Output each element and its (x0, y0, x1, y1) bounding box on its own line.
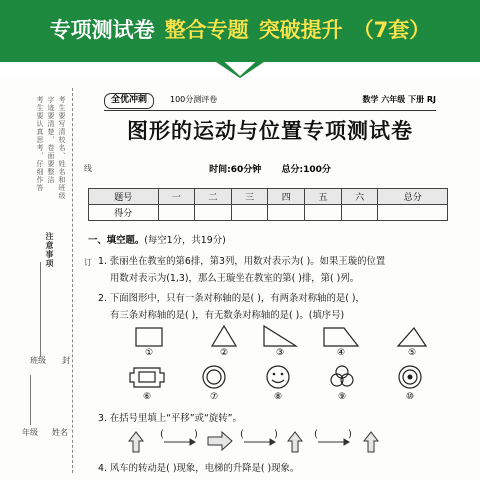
shape-hexagon-bar (130, 368, 164, 387)
shape-concentric-dot (408, 375, 413, 380)
answer-paren-open-1: ( (160, 429, 164, 440)
tips-line-1: 考生要写清校名、姓名和班级 (58, 96, 66, 200)
score-header-cell: 三 (231, 189, 268, 205)
shape-label: ⑩ (405, 392, 415, 402)
banner-part-2: 整合专题 (164, 18, 249, 42)
arrow-up-2 (288, 432, 302, 452)
shape-right-triangle (264, 326, 296, 346)
answer-paren-close-2: ) (274, 429, 278, 440)
shape-label: ① (144, 348, 154, 358)
shape-smiley-eye-right (281, 373, 284, 376)
shape-label: ⑦ (209, 392, 219, 402)
answer-paren-open-3: ( (314, 429, 318, 440)
shape-inner-rect (139, 372, 155, 382)
shape-label: ⑤ (407, 348, 417, 358)
banner-part-4: （7套） (352, 18, 431, 42)
question-2-line-2: 有三条对称轴的是( )，有无数条对称轴的是( )。(填序号) (110, 310, 345, 321)
shape-label: ② (219, 348, 229, 358)
answer-paren-close-3: ) (348, 429, 352, 440)
class-label: 班级 (30, 356, 46, 365)
question-4: 4. 风车的转动是( )现象，电梯的升降是( )现象。 (98, 463, 300, 474)
shape-label: ④ (336, 348, 346, 358)
shape-smiley-face (267, 366, 289, 388)
shape-obtuse-triangle (398, 328, 426, 346)
arrow-up-1 (129, 432, 143, 452)
score-header-cell: 二 (195, 189, 232, 205)
name-label: 姓名 (52, 428, 68, 437)
cut-char-feng: 封 (62, 356, 70, 365)
score-header-cell: 六 (341, 189, 378, 205)
total-score: 总分:100分 (281, 165, 331, 175)
answer-paren-open-2: ( (240, 429, 244, 440)
question-1-line-2: 用数对表示为(1,3)，那么王璇坐在教室的第( )排，第( )列。 (110, 273, 360, 284)
arrow-up-3 (364, 432, 378, 452)
brand-subtitle: 100分测评卷 (170, 95, 218, 104)
score-header-cell: 题号 (89, 189, 159, 205)
shape-equilateral-triangle (212, 326, 236, 346)
section-heading: 一、填空题。 (88, 235, 145, 246)
shape-trapezoid (324, 328, 358, 346)
shape-label: ⑧ (273, 392, 283, 402)
score-header-cell: 一 (158, 189, 195, 205)
shape-label: ⑥ (142, 392, 152, 402)
shape-ring-outer (203, 366, 225, 388)
grade-label: 年级 (22, 428, 38, 437)
question-3: 3. 在括号里填上“平移”或“旋转”。 (98, 413, 242, 424)
tips-line-2: 字迹要清楚，卷面要整洁 (47, 96, 55, 184)
question-1-line-1: 1. 张丽坐在教室的第6排，第3列，用数对表示为( )。如果王璇的位置 (98, 256, 386, 267)
answer-paren-close-1: ) (194, 429, 198, 440)
section-note: (每空1分，共19分) (144, 235, 226, 246)
shape-ring-inner (207, 370, 221, 384)
score-header-cell: 总分 (378, 189, 448, 205)
cut-char-ding: 订 (84, 258, 92, 267)
score-header-cell: 五 (305, 189, 342, 205)
page-title: 图形的运动与位置专项测试卷 (127, 118, 413, 143)
shape-label: ⑨ (337, 392, 347, 402)
shape-rectangle (136, 328, 162, 346)
arrow-right (208, 432, 232, 450)
banner-part-1: 专项测试卷 (49, 18, 155, 42)
tips-title: 注意事项 (45, 232, 54, 268)
time-limit: 时间:60分钟 (209, 165, 262, 175)
question-2-line-1: 2. 下面图形中，只有一条对称轴的是( )，有两条对称轴的是( )， (98, 293, 365, 304)
cut-char-line: 线 (84, 164, 92, 173)
grade-info: 数学 六年级 下册 RJ (362, 95, 436, 104)
shape-smiley-eye-left (273, 373, 276, 376)
score-row-label: 得分 (89, 205, 159, 221)
shape-label: ③ (275, 348, 285, 358)
brand-badge: 全优冲刺 (104, 93, 154, 109)
banner-part-3: 突破提升 (258, 18, 343, 42)
shape-smiley-mouth (272, 380, 284, 383)
score-header-cell: 四 (268, 189, 305, 205)
tips-line-3: 考生要认真思考，仔细作答 (36, 96, 44, 192)
